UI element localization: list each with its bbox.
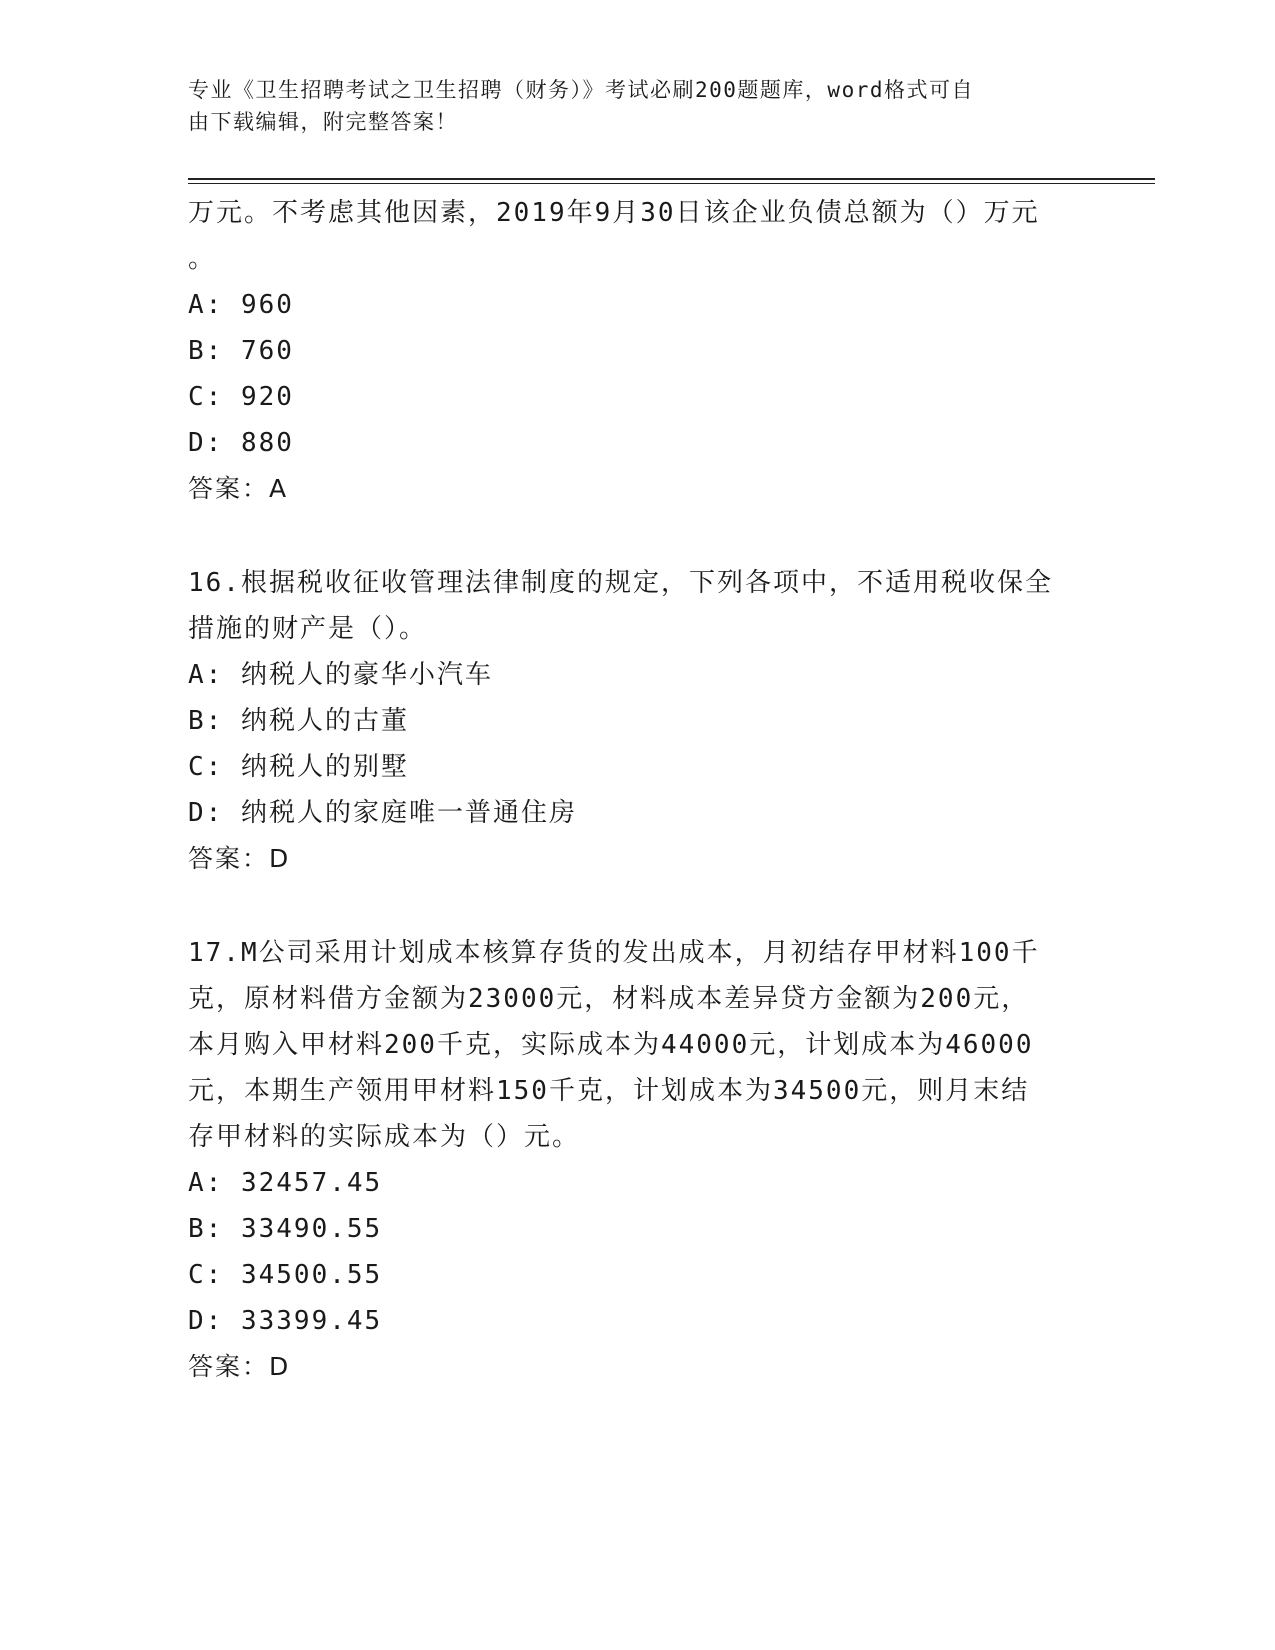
question-15 [188, 190, 1088, 512]
question-17 [188, 930, 1088, 1390]
question-stem-line: 17.M公司采用计划成本核算存货的发出成本，月初结存甲材料100千 [188, 938, 1040, 968]
question-stem-line: 万元。不考虑其他因素，2019年9月30日该企业负债总额为（）万元 [188, 198, 1040, 228]
question-spacer [188, 882, 1088, 930]
answer-line: 答案：D [188, 1352, 291, 1381]
option-a: A: 32457.45 [188, 1168, 383, 1198]
question-16 [188, 560, 1088, 882]
question-stem-line: 存甲材料的实际成本为（）元。 [188, 1122, 581, 1152]
question-stem-line: 本月购入甲材料200千克，实际成本为44000元，计划成本为46000 [188, 1030, 1034, 1060]
question-stem-line: 16.根据税收征收管理法律制度的规定，下列各项中，不适用税收保全 [188, 568, 1053, 598]
option-c: C: 纳税人的别墅 [188, 752, 409, 782]
option-d: D: 33399.45 [188, 1306, 383, 1336]
question-list [188, 190, 1088, 1390]
option-c: C: 34500.55 [188, 1260, 383, 1290]
header-title-line-2: 由下载编辑，附完整答案！ [188, 110, 458, 134]
header-title-line-1: 专业《卫生招聘考试之卫生招聘（财务）》考试必刷200题题库，word格式可自 [188, 78, 974, 102]
question-stem-line: 元，本期生产领用甲材料150千克，计划成本为34500元，则月末结 [188, 1076, 1030, 1106]
question-stem-line: 克，原材料借方金额为23000元，材料成本差异贷方金额为200元， [188, 984, 1030, 1014]
answer-line: 答案：D [188, 844, 291, 873]
question-stem-line: 措施的财产是（）。 [188, 614, 428, 644]
question-stem-line: 。 [188, 244, 217, 274]
header-divider [188, 178, 1155, 184]
question-spacer [188, 512, 1088, 560]
option-b: B: 纳税人的古董 [188, 706, 409, 736]
answer-line: 答案：A [188, 474, 289, 503]
option-d: D: 纳税人的家庭唯一普通住房 [188, 798, 577, 828]
option-b: B: 760 [188, 336, 294, 366]
option-d: D: 880 [188, 428, 294, 458]
option-a: A: 纳税人的豪华小汽车 [188, 660, 493, 690]
option-c: C: 920 [188, 382, 294, 412]
option-a: A: 960 [188, 290, 294, 320]
page-header [188, 74, 1068, 138]
option-b: B: 33490.55 [188, 1214, 383, 1244]
